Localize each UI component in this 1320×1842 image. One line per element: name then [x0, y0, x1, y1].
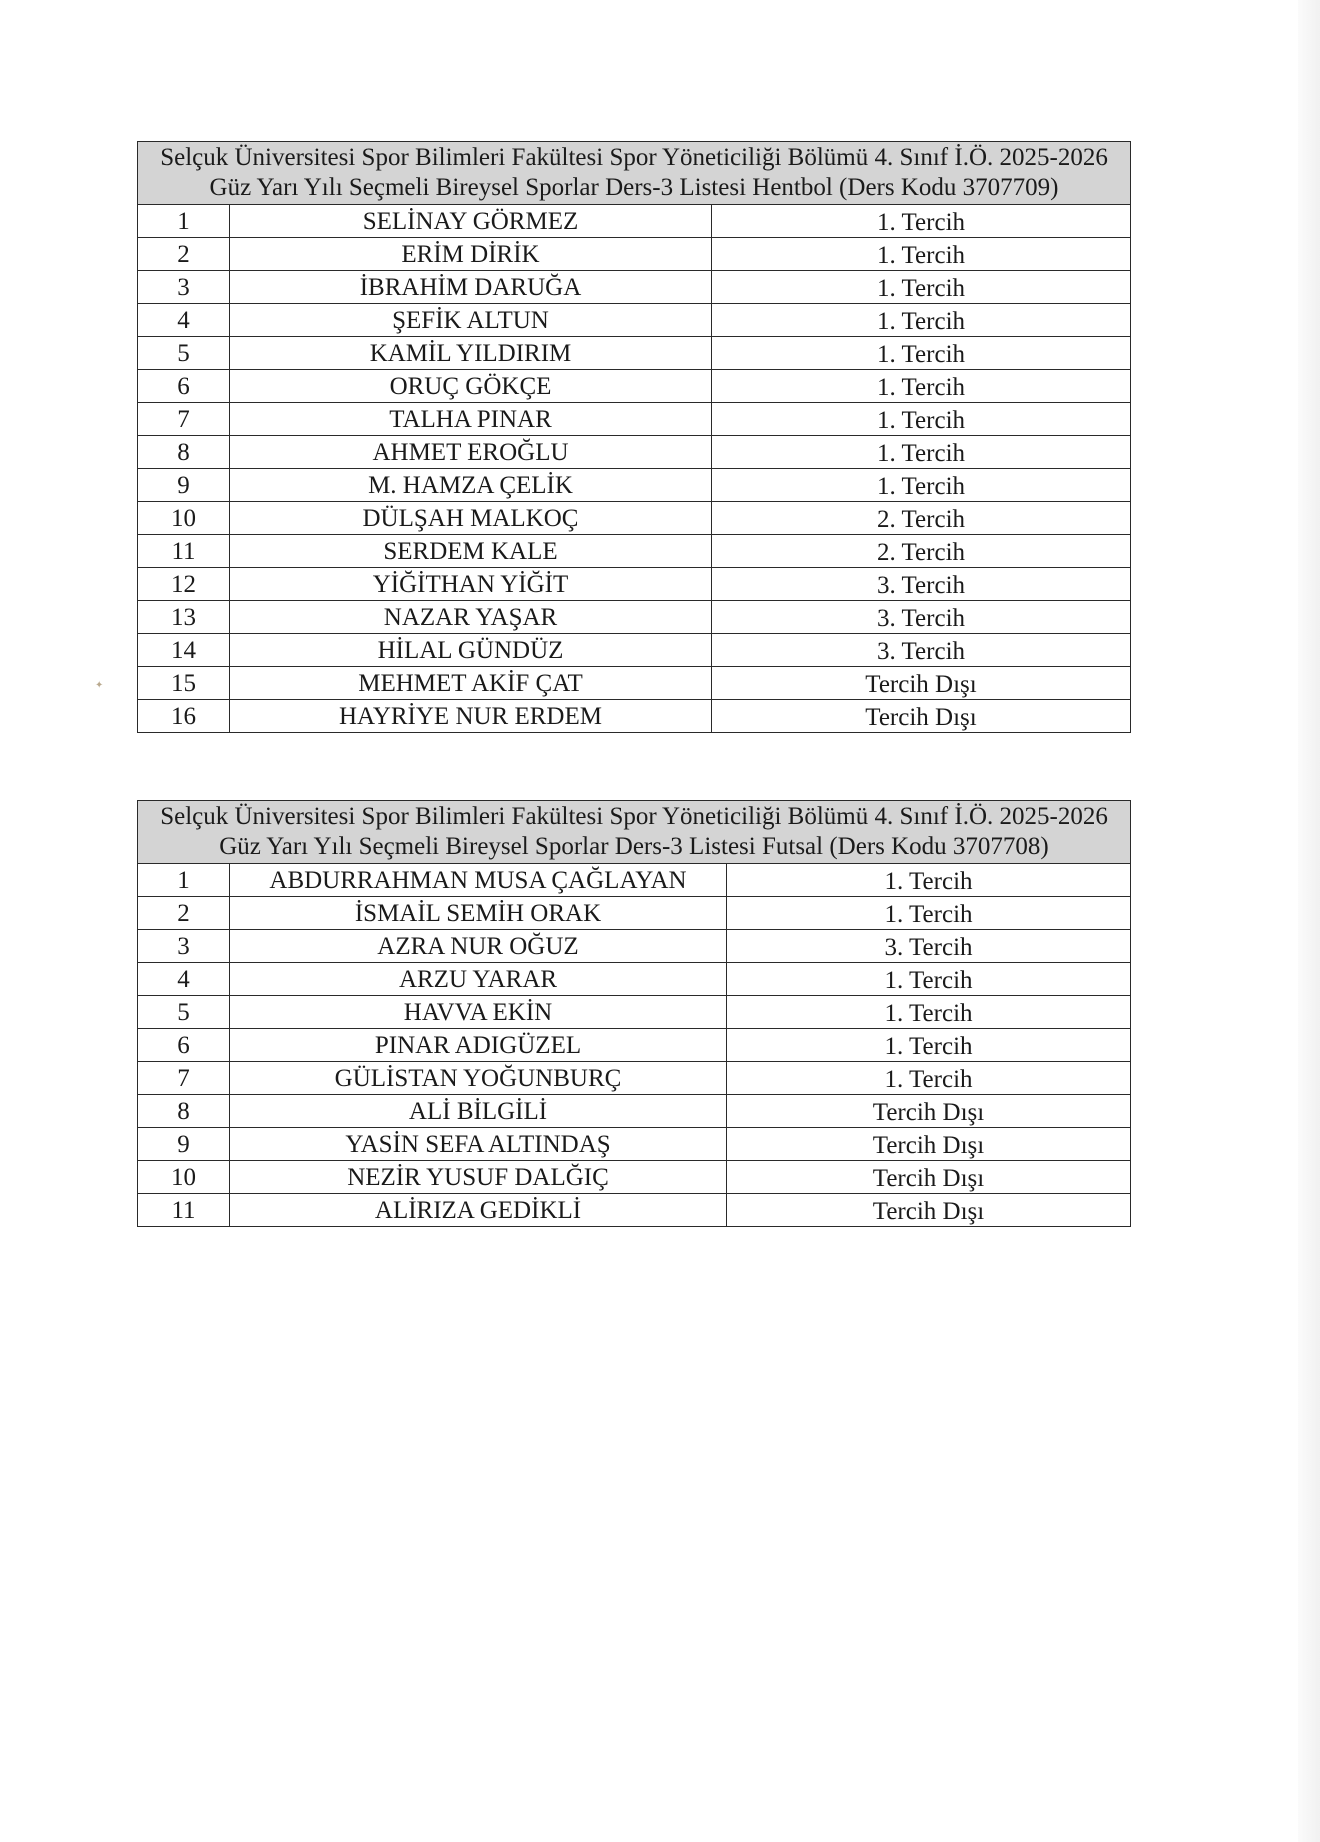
student-name-cell: YASİN SEFA ALTINDAŞ	[230, 1128, 727, 1161]
student-name-cell: YİĞİTHAN YİĞİT	[230, 568, 712, 601]
table-row	[138, 1161, 1131, 1194]
row-number-cell: 5	[138, 337, 230, 370]
student-name-cell: ARZU YARAR	[230, 963, 727, 996]
row-number-cell: 4	[138, 963, 230, 996]
row-number-cell: 6	[138, 1029, 230, 1062]
futsal-table-caption: Selçuk Üniversitesi Spor Bilimleri Fakültesi Spor Yöneticiliği Bölümü 4. Sınıf İ.Ö. 2025-2026 Güz Yarı Yılı Seçmeli Bireysel Sporlar Ders-3 Listesi Futsal (Ders Kodu 3707708)	[138, 801, 1131, 864]
preference-cell: Tercih Dışı	[727, 1194, 1131, 1227]
hentbol-table-body	[138, 205, 1131, 733]
preference-cell: 1. Tercih	[712, 469, 1131, 502]
row-number-cell: 1	[138, 205, 230, 238]
table-row	[138, 238, 1131, 271]
table-row	[138, 963, 1131, 996]
row-number-cell: 11	[138, 535, 230, 568]
student-name-cell: NEZİR YUSUF DALĞIÇ	[230, 1161, 727, 1194]
preference-cell: 2. Tercih	[712, 502, 1131, 535]
table-row	[138, 337, 1131, 370]
hentbol-table-caption: Selçuk Üniversitesi Spor Bilimleri Fakültesi Spor Yöneticiliği Bölümü 4. Sınıf İ.Ö. 2025-2026 Güz Yarı Yılı Seçmeli Bireysel Sporlar Ders-3 Listesi Hentbol (Ders Kodu 3707709)	[138, 142, 1131, 205]
preference-cell: 1. Tercih	[712, 403, 1131, 436]
table-row	[138, 1029, 1131, 1062]
row-number-cell: 1	[138, 864, 230, 897]
row-number-cell: 8	[138, 1095, 230, 1128]
row-number-cell: 9	[138, 469, 230, 502]
hentbol-roster-table	[137, 141, 1131, 733]
scan-page-edge	[1298, 0, 1320, 1842]
preference-cell: 1. Tercih	[712, 337, 1131, 370]
table-row	[138, 700, 1131, 733]
student-name-cell: HİLAL GÜNDÜZ	[230, 634, 712, 667]
table-row	[138, 930, 1131, 963]
preference-cell: 1. Tercih	[727, 996, 1131, 1029]
row-number-cell: 3	[138, 930, 230, 963]
student-name-cell: SERDEM KALE	[230, 535, 712, 568]
student-name-cell: KAMİL YILDIRIM	[230, 337, 712, 370]
table-row	[138, 271, 1131, 304]
table-row	[138, 502, 1131, 535]
row-number-cell: 6	[138, 370, 230, 403]
table-row	[138, 601, 1131, 634]
row-number-cell: 4	[138, 304, 230, 337]
preference-cell: 3. Tercih	[712, 601, 1131, 634]
table-row	[138, 1095, 1131, 1128]
row-number-cell: 3	[138, 271, 230, 304]
table-row	[138, 370, 1131, 403]
row-number-cell: 2	[138, 238, 230, 271]
student-name-cell: ERİM DİRİK	[230, 238, 712, 271]
table-row	[138, 304, 1131, 337]
preference-cell: Tercih Dışı	[712, 700, 1131, 733]
preference-cell: 1. Tercih	[727, 1062, 1131, 1095]
preference-cell: Tercih Dışı	[727, 1128, 1131, 1161]
student-name-cell: ORUÇ GÖKÇE	[230, 370, 712, 403]
student-name-cell: ALİ BİLGİLİ	[230, 1095, 727, 1128]
row-number-cell: 7	[138, 1062, 230, 1095]
preference-cell: 3. Tercih	[712, 568, 1131, 601]
preference-cell: 1. Tercih	[727, 864, 1131, 897]
preference-cell: 1. Tercih	[712, 436, 1131, 469]
row-number-cell: 16	[138, 700, 230, 733]
table-row	[138, 436, 1131, 469]
table-row	[138, 535, 1131, 568]
preference-cell: 1. Tercih	[712, 271, 1131, 304]
row-number-cell: 7	[138, 403, 230, 436]
row-number-cell: 15	[138, 667, 230, 700]
student-name-cell: PINAR ADIGÜZEL	[230, 1029, 727, 1062]
preference-cell: 1. Tercih	[712, 238, 1131, 271]
row-number-cell: 8	[138, 436, 230, 469]
student-name-cell: M. HAMZA ÇELİK	[230, 469, 712, 502]
student-name-cell: ABDURRAHMAN MUSA ÇAĞLAYAN	[230, 864, 727, 897]
student-name-cell: İBRAHİM DARUĞA	[230, 271, 712, 304]
student-name-cell: GÜLİSTAN YOĞUNBURÇ	[230, 1062, 727, 1095]
preference-cell: Tercih Dışı	[727, 1095, 1131, 1128]
futsal-roster-table	[137, 800, 1131, 1227]
preference-cell: Tercih Dışı	[727, 1161, 1131, 1194]
student-name-cell: NAZAR YAŞAR	[230, 601, 712, 634]
row-number-cell: 2	[138, 897, 230, 930]
preference-cell: 1. Tercih	[727, 1029, 1131, 1062]
table-row	[138, 897, 1131, 930]
student-name-cell: ALİRIZA GEDİKLİ	[230, 1194, 727, 1227]
student-name-cell: İSMAİL SEMİH ORAK	[230, 897, 727, 930]
table-row	[138, 864, 1131, 897]
student-name-cell: MEHMET AKİF ÇAT	[230, 667, 712, 700]
row-number-cell: 12	[138, 568, 230, 601]
preference-cell: 1. Tercih	[712, 205, 1131, 238]
preference-cell: 1. Tercih	[727, 897, 1131, 930]
student-name-cell: ŞEFİK ALTUN	[230, 304, 712, 337]
futsal-table-body	[138, 864, 1131, 1227]
table-row	[138, 1194, 1131, 1227]
table-row	[138, 1128, 1131, 1161]
table-row	[138, 1062, 1131, 1095]
student-name-cell: HAVVA EKİN	[230, 996, 727, 1029]
preference-cell: 3. Tercih	[727, 930, 1131, 963]
row-number-cell: 10	[138, 1161, 230, 1194]
student-name-cell: AZRA NUR OĞUZ	[230, 930, 727, 963]
row-number-cell: 11	[138, 1194, 230, 1227]
preference-cell: 2. Tercih	[712, 535, 1131, 568]
student-name-cell: TALHA PINAR	[230, 403, 712, 436]
table-row	[138, 205, 1131, 238]
row-number-cell: 5	[138, 996, 230, 1029]
student-name-cell: SELİNAY GÖRMEZ	[230, 205, 712, 238]
preference-cell: 3. Tercih	[712, 634, 1131, 667]
row-number-cell: 13	[138, 601, 230, 634]
table-row	[138, 469, 1131, 502]
student-name-cell: HAYRİYE NUR ERDEM	[230, 700, 712, 733]
table-row	[138, 568, 1131, 601]
student-name-cell: DÜLŞAH MALKOÇ	[230, 502, 712, 535]
table-row	[138, 403, 1131, 436]
table-row	[138, 996, 1131, 1029]
preference-cell: Tercih Dışı	[712, 667, 1131, 700]
preference-cell: 1. Tercih	[727, 963, 1131, 996]
table-row	[138, 667, 1131, 700]
preference-cell: 1. Tercih	[712, 304, 1131, 337]
student-name-cell: AHMET EROĞLU	[230, 436, 712, 469]
preference-cell: 1. Tercih	[712, 370, 1131, 403]
row-number-cell: 9	[138, 1128, 230, 1161]
table-row	[138, 634, 1131, 667]
row-number-cell: 10	[138, 502, 230, 535]
row-number-cell: 14	[138, 634, 230, 667]
scan-speck: ✦	[95, 680, 104, 691]
